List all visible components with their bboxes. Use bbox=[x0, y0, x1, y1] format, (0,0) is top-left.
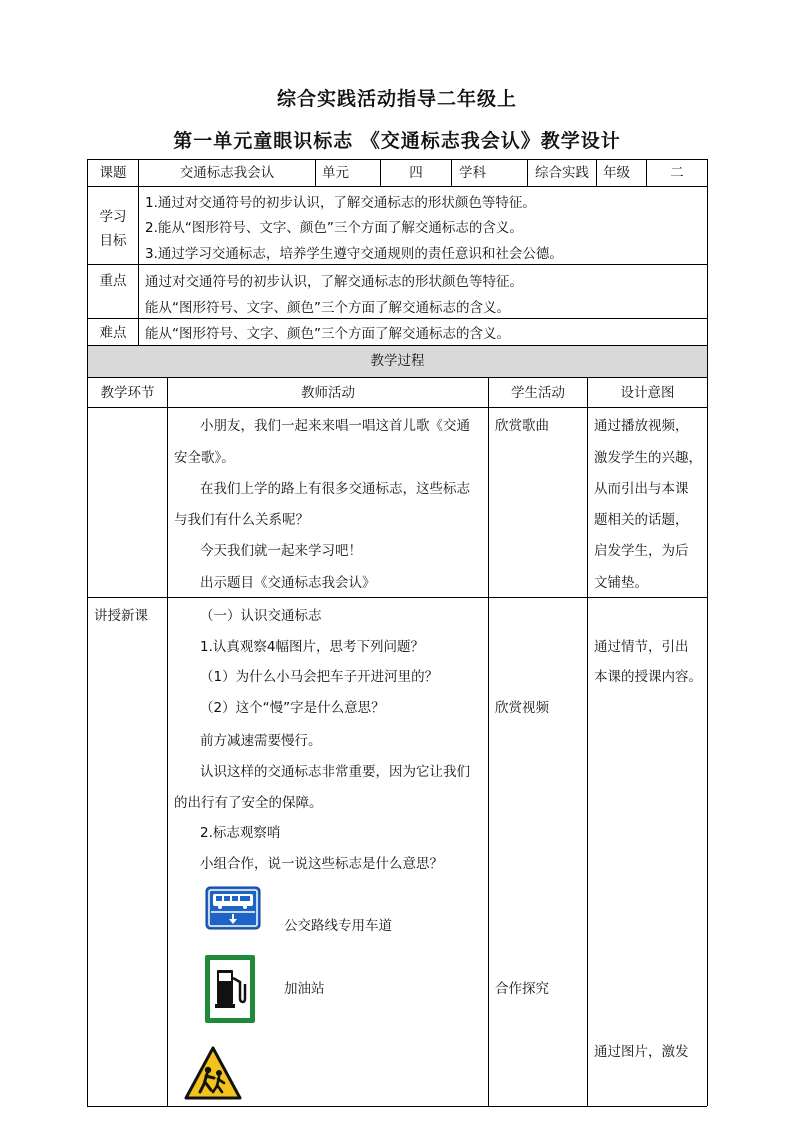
intro-intent-line: 题相关的话题， bbox=[594, 512, 689, 528]
lesson-intent-line: 本课的授课内容。 bbox=[594, 669, 702, 685]
lesson-teacher-line: 1.认真观察4幅图片，思考下列问题？ bbox=[200, 639, 424, 655]
bus-lane-sign-icon bbox=[205, 886, 261, 930]
intro-teacher-line: 在我们上学的路上有很多交通标志，这些标志 bbox=[200, 481, 470, 497]
column-header-teacher: 教师活动 bbox=[301, 385, 355, 401]
objectives-label-line2: 目标 bbox=[99, 233, 127, 249]
bus-lane-sign-label: 公交路线专用车道 bbox=[284, 918, 392, 934]
intro-teacher-line: 与我们有什么关系呢？ bbox=[174, 512, 309, 528]
column-header-stage: 教学环节 bbox=[100, 385, 155, 401]
gas-station-sign-label: 加油站 bbox=[284, 981, 325, 997]
lesson-intent-line: 通过情节，引出 bbox=[594, 639, 689, 655]
unit-value: 四 bbox=[409, 165, 423, 181]
intro-teacher-line: 今天我们就一起来学习吧！ bbox=[200, 543, 362, 559]
intro-teacher-line: 小朋友，我们一起来来唱一唱这首儿歌《交通 bbox=[200, 418, 470, 434]
grade-label: 年级 bbox=[603, 165, 630, 181]
difficulty-text: 能从“图形符号、文字、颜色”三个方面了解交通标志的含义。 bbox=[145, 326, 510, 342]
intro-intent-line: 通过播放视频， bbox=[594, 418, 689, 434]
unit-label: 单元 bbox=[322, 165, 349, 181]
lesson-intent-line: 通过图片，激发 bbox=[594, 1044, 689, 1060]
objective-item: 3.通过学习交通标志，培养学生遵守交通规则的责任意识和社会公德。 bbox=[145, 246, 563, 262]
lesson-stage-label: 讲授新课 bbox=[94, 608, 148, 624]
lesson-student-coop: 合作探究 bbox=[495, 981, 549, 997]
key-point-item: 能从“图形符号、文字、颜色”三个方面了解交通标志的含义。 bbox=[145, 300, 510, 316]
intro-intent-line: 从而引出与本课 bbox=[594, 481, 689, 497]
difficulty-label: 难点 bbox=[99, 325, 127, 341]
grade-value: 二 bbox=[670, 165, 684, 181]
lesson-teacher-line: 认识这样的交通标志非常重要，因为它让我们 bbox=[200, 764, 470, 780]
lesson-teacher-line: 小组合作，说一说这些标志是什么意思？ bbox=[200, 856, 443, 872]
column-header-intent: 设计意图 bbox=[620, 385, 675, 401]
column-header-student: 学生活动 bbox=[511, 385, 565, 401]
lesson-teacher-line: 2.标志观察哨 bbox=[200, 825, 281, 841]
intro-student-activity: 欣赏歌曲 bbox=[495, 418, 549, 434]
key-points-label: 重点 bbox=[99, 273, 127, 289]
subject-value: 综合实践 bbox=[535, 165, 589, 181]
intro-intent-line: 激发学生的兴趣， bbox=[594, 450, 702, 466]
gas-station-sign-icon bbox=[204, 954, 256, 1024]
lesson-teacher-line: 前方减速需要慢行。 bbox=[200, 733, 322, 749]
objective-item: 1.通过对交通符号的初步认识，了解交通标志的形状颜色等特征。 bbox=[145, 195, 536, 211]
intro-intent-line: 启发学生，为后 bbox=[594, 543, 689, 559]
lesson-teacher-line: （2）这个“慢”字是什么意思？ bbox=[200, 700, 385, 716]
document-subtitle: 第一单元童眼识标志 《交通标志我会认》教学设计 bbox=[173, 130, 621, 152]
objectives-label-line1: 学习 bbox=[99, 209, 127, 225]
topic-label: 课题 bbox=[99, 165, 127, 181]
key-point-item: 通过对交通符号的初步认识，了解交通标志的形状颜色等特征。 bbox=[145, 274, 523, 290]
lesson-teacher-line: （1）为什么小马会把车子开进河里的？ bbox=[200, 669, 439, 685]
lesson-teacher-line: （一）认识交通标志 bbox=[200, 608, 322, 624]
intro-intent-line: 文铺垫。 bbox=[594, 575, 648, 591]
document-title: 综合实践活动指导二年级上 bbox=[276, 88, 517, 110]
topic-value: 交通标志我会认 bbox=[179, 165, 275, 181]
intro-teacher-line: 安全歌》。 bbox=[174, 450, 235, 466]
lesson-teacher-line: 的出行有了安全的保障。 bbox=[174, 795, 323, 811]
process-section-title: 教学过程 bbox=[370, 353, 425, 369]
subject-label: 学科 bbox=[459, 165, 486, 181]
children-crossing-warning-sign-icon bbox=[184, 1046, 242, 1102]
intro-teacher-line: 出示题目《交通标志我会认》 bbox=[200, 575, 376, 591]
objective-item: 2.能从“图形符号、文字、颜色”三个方面了解交通标志的含义。 bbox=[145, 220, 523, 236]
lesson-student-video: 欣赏视频 bbox=[495, 700, 549, 716]
